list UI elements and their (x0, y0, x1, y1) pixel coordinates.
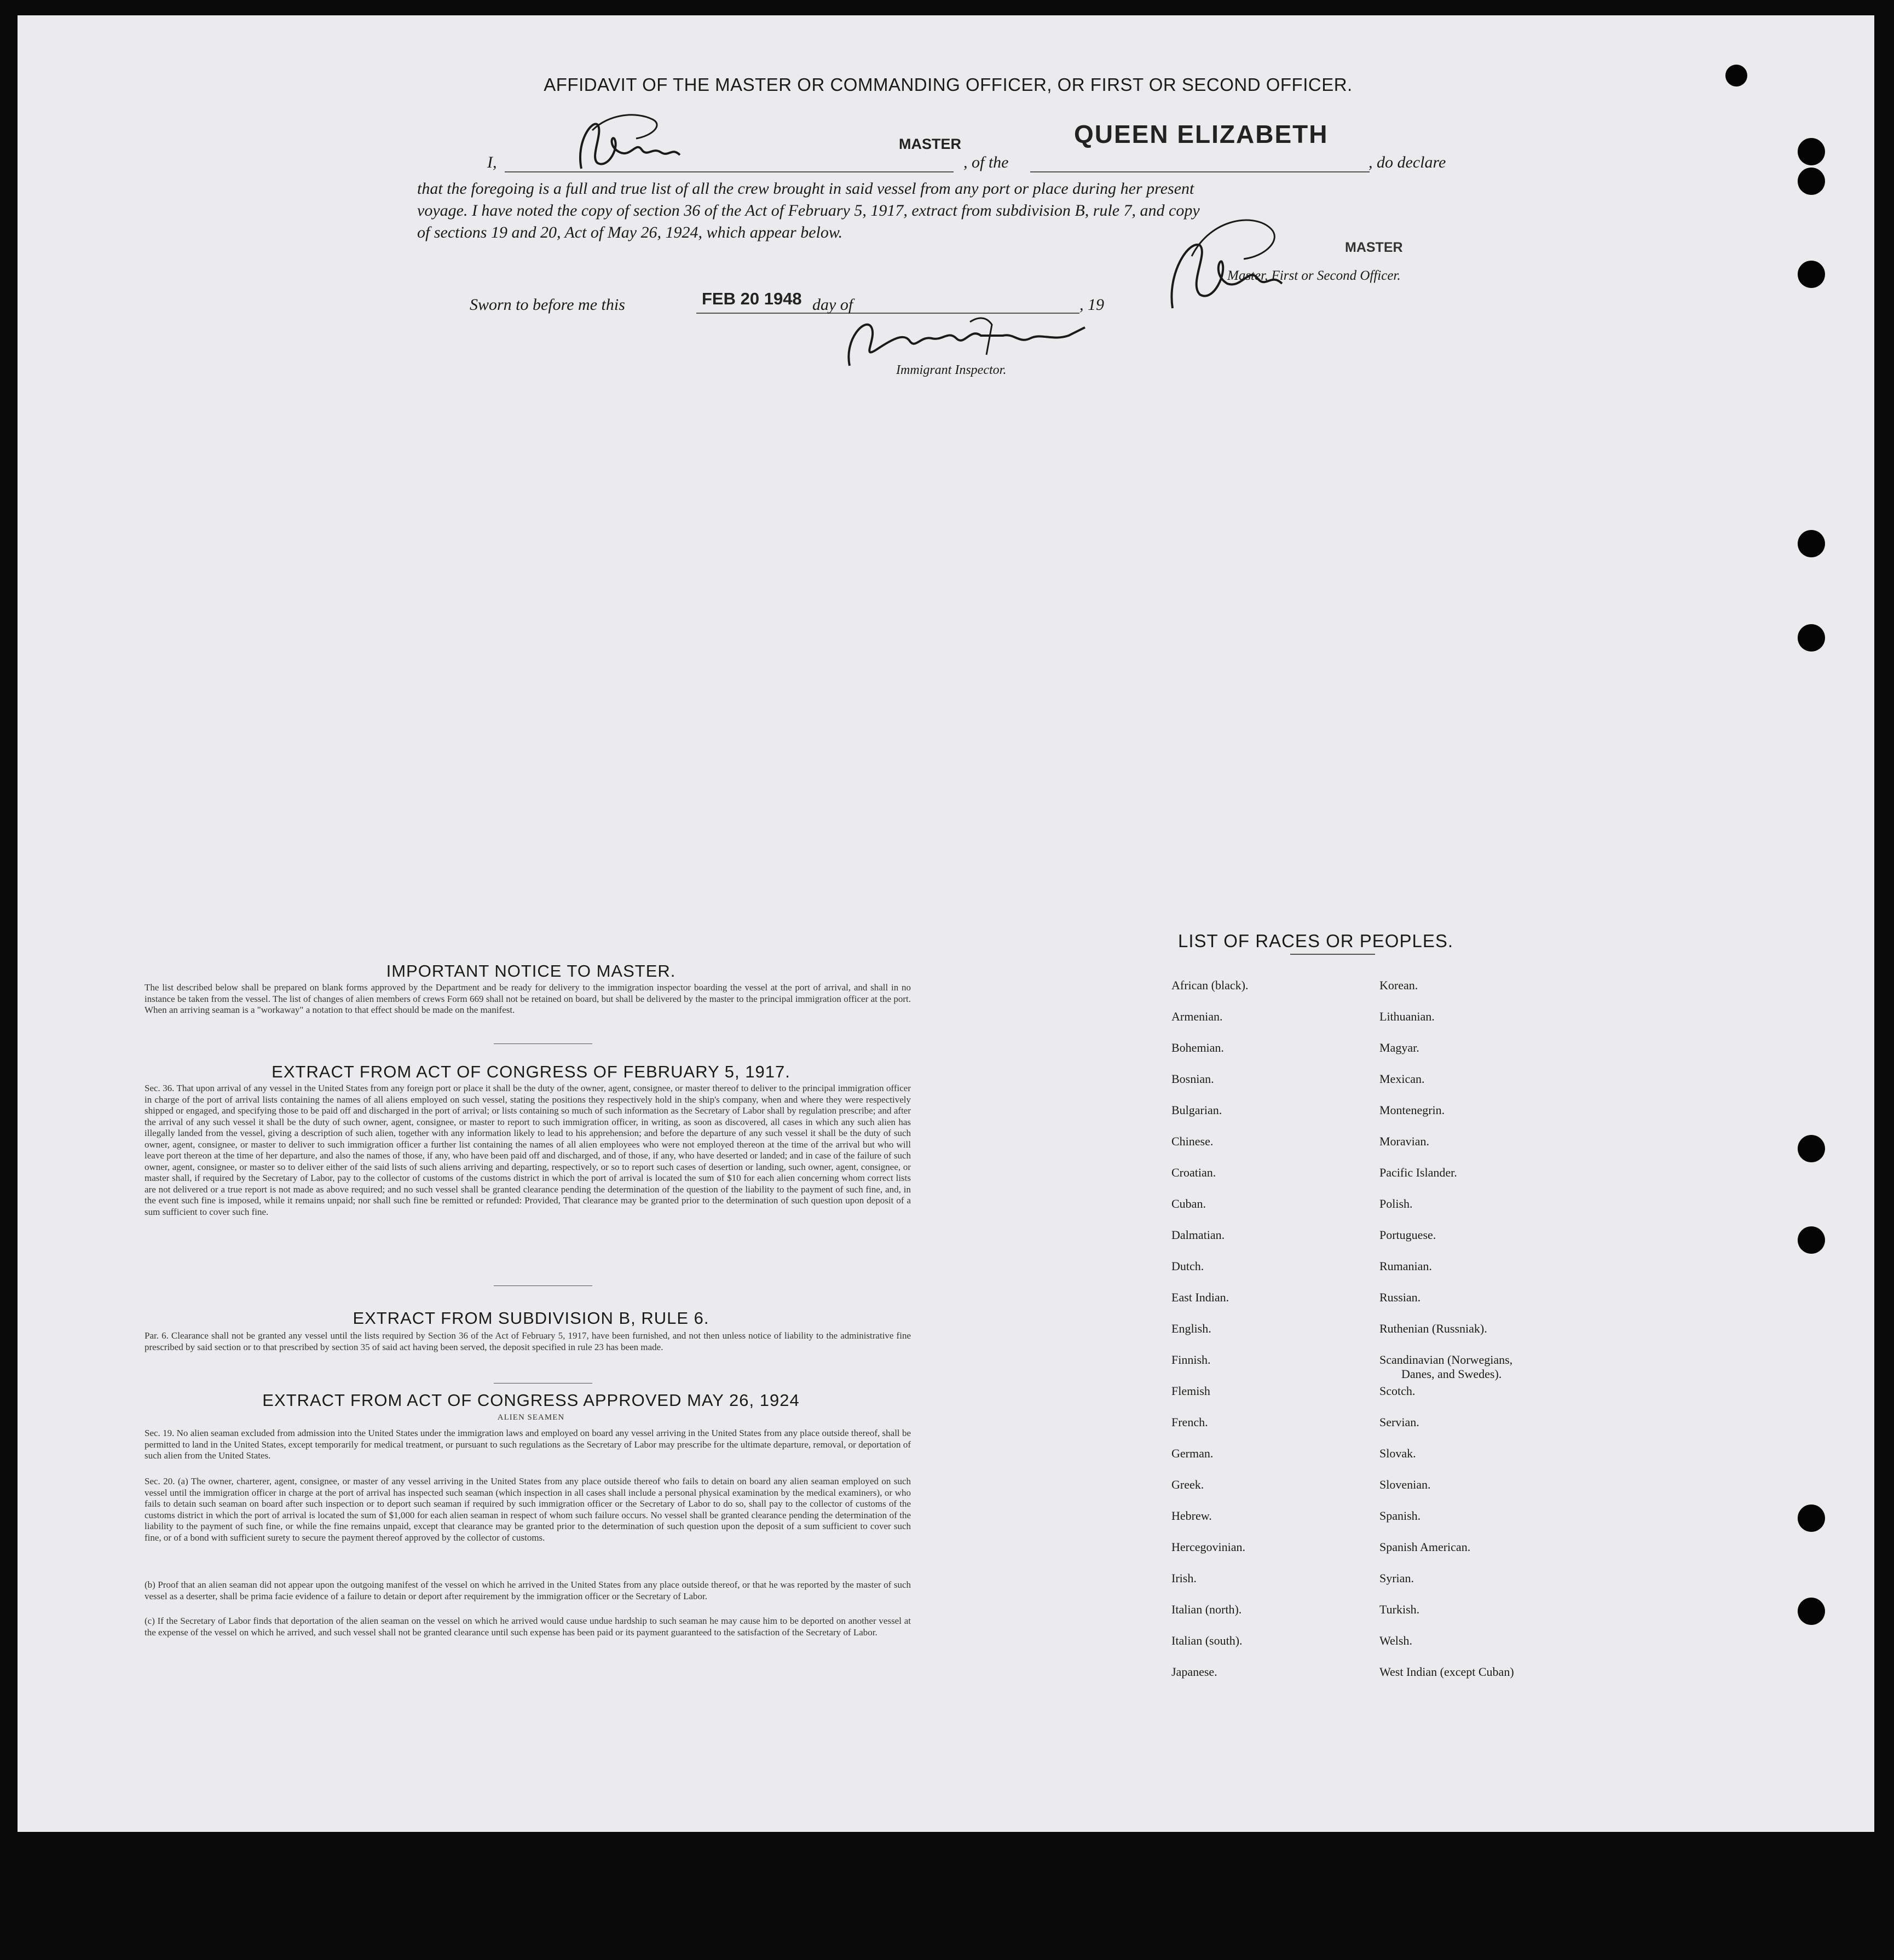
race-item: Bosnian. (1171, 1072, 1214, 1086)
extract-1917-title: EXTRACT FROM ACT OF CONGRESS OF FEBRUARY 5, 1917. (272, 1062, 790, 1081)
sworn-date-stamp: FEB 20 1948 (702, 289, 802, 308)
race-item: Croatian. (1171, 1166, 1216, 1179)
extract-rule6-text: Par. 6. Clearance shall not be granted any vessel until the lists required by Section 36 of the Act of February 5, 1917, have been furnished, and not then unless notice of liability to the administrative fine prescribed by said section or to that prescribed by section 35 of said act having been served, the deposit specified in rule 23 has been made. (145, 1330, 911, 1352)
race-item: German. (1171, 1446, 1214, 1460)
extract-1924-sec20c: (c) If the Secretary of Labor finds that deportation of the alien seaman on the vessel on which he arrived would cause undue hardship to such seaman he may cause him to be deported on another vessel at the expense of the vessel on which he arrived, and such vessel shall not be granted clearance until such expense has been paid or its payment guaranteed to the satisfaction of the Secretary of Labor. (145, 1616, 911, 1638)
inspector-caption: Immigrant Inspector. (896, 363, 1007, 377)
race-item: Cuban. (1171, 1197, 1206, 1210)
extract-rule6-title: EXTRACT FROM SUBDIVISION B, RULE 6. (353, 1308, 709, 1328)
master-stamp: MASTER (899, 136, 961, 152)
extract-1917-text: Sec. 36. That upon arrival of any vessel in the United States from any foreign port or place it shall be the duty of the owner, agent, consignee, or master thereof to deliver to the principal immigration officer in charge of the port of arrival lists containing the names of all aliens employed on such vessel, stating the positions they respectively hold in the ship's company, when and where they were respectively shipped or engaged, and specifying those to be paid off and discharged in the port of arrival; or lists containing so much of such information as the Secretary of Labor shall by regulation prescribe; and after the arrival of any such vessel it shall be the duty of such owner, agent, consignee, or master to report to such immigration officer, in writing, as soon as discovered, all cases in which any such alien has illegally landed from the vessel, giving a description of such alien, together with any information likely to lead to his apprehension; and before the departure of any such vessel it shall be the duty of such owner, agent, consignee, or master to deliver to such immigration officer a further list containing the names of all alien employees who were not employed thereon at the time of the arrival but who will leave port thereon at the time of her departure, and also the names of those, if any, who have been paid off and discharged, and of those, if any, who have deserted or landed; and in case of the failure of such owner, agent, consignee, or master so to deliver either of the said lists of such aliens arriving and departing, respectively, or so to report such cases of desertion or landing, such owner, agent, consignee, or master shall, if required by the Secretary of Labor, pay to the collector of customs of the customs district in which the port of arrival is located the sum of $10 for each alien concerning whom correct lists are not delivered or a true report is not made as above required; and no such vessel shall be granted clearance pending the determination of the question of the liability to the payment of such fine, and, in the event such fine is imposed, while it remains unpaid; nor shall such fine be remitted or refunded: Provided, That clearance may be granted prior to the determination of such question upon deposit of a sum sufficient to cover such fine. (145, 1083, 911, 1217)
race-item: Montenegrin. (1379, 1103, 1445, 1117)
race-item: Spanish. (1379, 1509, 1421, 1523)
race-item: Slovenian. (1379, 1478, 1431, 1491)
race-item: Italian (north). (1171, 1602, 1242, 1616)
extract-1924-title: EXTRACT FROM ACT OF CONGRESS APPROVED MAY 26, 1924 (262, 1391, 800, 1410)
race-item: Lithuanian. (1379, 1010, 1435, 1023)
race-item: Danes, and Swedes). (1401, 1367, 1502, 1381)
affidavit-body-line-3: of sections 19 and 20, Act of May 26, 1924, which appear below. (417, 223, 843, 241)
binder-hole (1725, 65, 1747, 87)
officer-caption: Master, First or Second Officer. (1227, 268, 1401, 283)
notice-text: The list described below shall be prepared on blank forms approved by the Department and be ready for delivery to the immigration inspector boarding the vessel at the port of arrival, and shall in no instance be taken from the vessel. The list of changes of alien members of crews Form 669 shall not be retained on board, but shall be delivered by the master to the principal immigration officer at the port. When an arriving seaman is a "workaway" a notation to that effect should be made on the manifest. (145, 982, 911, 1015)
binder-hole (1798, 138, 1825, 165)
race-item: Mexican. (1379, 1072, 1425, 1086)
race-item: Flemish (1171, 1384, 1210, 1398)
binder-hole (1798, 261, 1825, 288)
extract-1924-sec19: Sec. 19. No alien seaman excluded from admission into the United States under the immigration laws and employed on board any vessel arriving in the United States from any place outside thereof, shall be permitted to land in the United States, except temporarily for medical treatment, or pursuant to such regulations as the Secretary of Labor may prescribe for the ultimate departure, removal, or deportation of such alien from the United States. (145, 1428, 911, 1461)
extract-1924-sec20b: (b) Proof that an alien seaman did not appear upon the outgoing manifest of the vessel on which he arrived in the United States from any place outside thereof, or that he was reported by the master of such vessel as a deserter, shall be prima facie evidence of a failure to detain or deport after requirement by the immigration officer or the Secretary of Labor. (145, 1579, 911, 1601)
race-item: Magyar. (1379, 1041, 1419, 1054)
binder-hole (1798, 1504, 1825, 1532)
extract-1917-divider (494, 1285, 592, 1286)
binder-hole (1798, 1598, 1825, 1625)
race-item: Scotch. (1379, 1384, 1416, 1398)
race-item: Syrian. (1379, 1571, 1414, 1585)
affidavit-i-label: I, (487, 153, 497, 171)
officer-signature (1151, 207, 1315, 316)
race-item: Scandinavian (Norwegians, (1379, 1353, 1513, 1367)
notice-title: IMPORTANT NOTICE TO MASTER. (386, 961, 676, 981)
sworn-text: Sworn to before me this (470, 296, 625, 314)
vessel-name-line (1030, 171, 1370, 172)
race-item: Japanese. (1171, 1665, 1217, 1679)
affidavit-body-line-2: voyage. I have noted the copy of section 36 of the Act of February 5, 1917, extract from subdivision B, rule 7, and copy (417, 201, 1200, 220)
race-item: Greek. (1171, 1478, 1204, 1491)
race-item: Dalmatian. (1171, 1228, 1225, 1242)
of-the-label: , of the (963, 153, 1009, 171)
race-item: Ruthenian (Russniak). (1379, 1322, 1487, 1335)
race-item: Chinese. (1171, 1134, 1214, 1148)
race-item: Finnish. (1171, 1353, 1211, 1367)
master-signature (559, 108, 702, 180)
race-item: Spanish American. (1379, 1540, 1471, 1554)
race-item: English. (1171, 1322, 1211, 1335)
race-item: Irish. (1171, 1571, 1197, 1585)
race-item: Dutch. (1171, 1259, 1204, 1273)
race-item: Turkish. (1379, 1602, 1420, 1616)
binder-hole (1798, 624, 1825, 652)
race-item: Korean. (1379, 978, 1418, 992)
race-item: Welsh. (1379, 1634, 1412, 1647)
race-item: Bohemian. (1171, 1041, 1224, 1054)
race-item: Russian. (1379, 1290, 1421, 1304)
binder-hole (1798, 1135, 1825, 1162)
do-declare-label: , do declare (1368, 153, 1446, 171)
race-item: Bulgarian. (1171, 1103, 1222, 1117)
race-item: Portuguese. (1379, 1228, 1436, 1242)
binder-hole (1798, 530, 1825, 557)
binder-hole (1798, 1226, 1825, 1254)
extract-1924-subtitle: ALIEN SEAMEN (497, 1413, 565, 1422)
race-item: Hebrew. (1171, 1509, 1212, 1523)
race-item: French. (1171, 1415, 1208, 1429)
race-item: East Indian. (1171, 1290, 1229, 1304)
races-divider (1290, 954, 1375, 955)
race-item: Pacific Islander. (1379, 1166, 1457, 1179)
binder-hole (1798, 168, 1825, 195)
officer-master-stamp: MASTER (1345, 240, 1403, 255)
year-prefix: , 19 (1079, 296, 1104, 314)
crew-manifest-page (18, 15, 1874, 1832)
affidavit-body-line-1: that the foregoing is a full and true list of all the crew brought in said vessel from any port or place during her present (417, 180, 1194, 198)
race-item: Rumanian. (1379, 1259, 1432, 1273)
day-of-label: day of (812, 296, 853, 314)
race-item: Polish. (1379, 1197, 1413, 1210)
extract-1924-sec20a: Sec. 20. (a) The owner, charterer, agent, consignee, or master of any vessel arriving in the United States from any place outside thereof who fails to detain on board any alien seaman employed on such vessel until the immigration officer in charge at the port of arrival has inspected such seaman (which inspection in all cases shall include a personal physical examination by the medical examiners), or who fails to detain such seaman on board after such inspection or to deport such seaman if required by such immigration officer or the Secretary of Labor to do so, shall pay to the collector of customs of the customs district in which the port of arrival is located the sum of $1,000 for each alien seaman in respect of whom such failure occurs. No vessel shall be granted clearance pending the determination of the liability to the payment of such fine, or while the fine remains unpaid, except that clearance may be granted prior to the determination of such question upon the deposit of a sum sufficient to cover such fine, or of a bond with sufficient surety to secure the payment thereof approved by the collector of customs. (145, 1476, 911, 1543)
race-item: Armenian. (1171, 1010, 1223, 1023)
race-item: Italian (south). (1171, 1634, 1243, 1647)
race-item: Servian. (1379, 1415, 1419, 1429)
race-item: West Indian (except Cuban) (1379, 1665, 1514, 1679)
affidavit-title: AFFIDAVIT OF THE MASTER OR COMMANDING OFFICER, OR FIRST OR SECOND OFFICER. (544, 74, 1353, 95)
race-item: African (black). (1171, 978, 1249, 992)
race-item: Hercegovinian. (1171, 1540, 1245, 1554)
vessel-name: QUEEN ELIZABETH (1074, 120, 1329, 148)
race-item: Slovak. (1379, 1446, 1416, 1460)
race-item: Moravian. (1379, 1134, 1430, 1148)
races-title: LIST OF RACES OR PEOPLES. (1178, 931, 1454, 951)
